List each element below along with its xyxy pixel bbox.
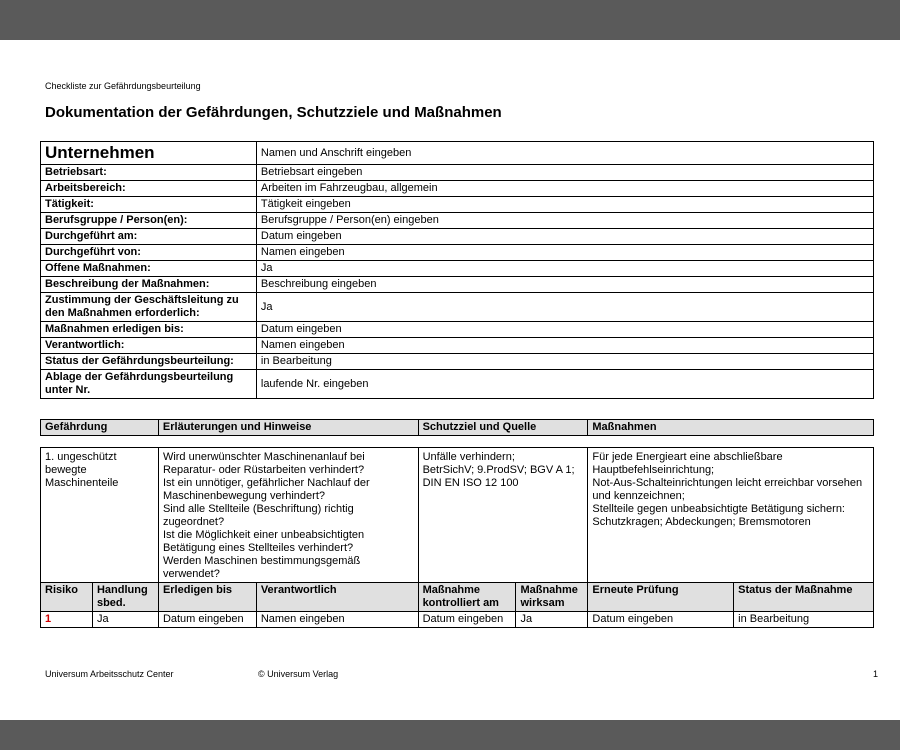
info-row (41, 181, 874, 197)
small-title: Checkliste zur Gefährdungsbeurteilung (45, 81, 201, 91)
col-verantwortlich: Verantwortlich (256, 583, 418, 612)
info-value[interactable]: Berufsgruppe / Person(en) eingeben (256, 213, 873, 229)
info-row (41, 229, 874, 245)
info-row (41, 261, 874, 277)
info-row (41, 213, 874, 229)
col-pruefung: Erneute Prüfung (588, 583, 734, 612)
info-label: Betriebsart: (41, 165, 257, 181)
erledigen-value[interactable]: Datum eingeben (158, 612, 256, 628)
hazard-header-table (40, 419, 874, 436)
verantwortlich-value[interactable]: Namen eingeben (256, 612, 418, 628)
risk-value[interactable]: 1 (41, 612, 93, 628)
col-wirksam: Maßnahme wirksam (516, 583, 588, 612)
document-page (0, 40, 900, 720)
status-value[interactable]: in Bearbeitung (734, 612, 874, 628)
pruefung-value[interactable]: Datum eingeben (588, 612, 734, 628)
info-value[interactable]: in Bearbeitung (256, 354, 873, 370)
col-gefaehrdung: Gefährdung (41, 420, 159, 436)
info-row (41, 338, 874, 354)
info-table (40, 141, 874, 399)
info-value[interactable]: laufende Nr. eingeben (256, 370, 873, 399)
info-label: Arbeitsbereich: (41, 181, 257, 197)
info-row (41, 197, 874, 213)
sub-header-row (41, 583, 874, 612)
info-row (41, 277, 874, 293)
info-row (41, 245, 874, 261)
info-value[interactable]: Namen eingeben (256, 245, 873, 261)
col-status: Status der Maßnahme (734, 583, 874, 612)
info-label: Durchgeführt von: (41, 245, 257, 261)
info-label: Status der Gefährdungsbeurteilung: (41, 354, 257, 370)
col-massnahmen: Maßnahmen (588, 420, 874, 436)
hazard-row (41, 448, 874, 583)
col-schutzziel: Schutzziel und Quelle (418, 420, 588, 436)
company-value[interactable]: Namen und Anschrift eingeben (256, 142, 873, 165)
info-value[interactable]: Namen eingeben (256, 338, 873, 354)
info-value[interactable]: Datum eingeben (256, 229, 873, 245)
company-label: Unternehmen (41, 142, 257, 165)
info-row (41, 322, 874, 338)
page-number: 1 (872, 669, 878, 679)
info-row (41, 293, 874, 322)
info-label: Verantwortlich: (41, 338, 257, 354)
info-row-company (41, 142, 874, 165)
col-handlung: Handlung sbed. (92, 583, 158, 612)
kontrolliert-value[interactable]: Datum eingeben (418, 612, 516, 628)
info-value[interactable]: Ja (256, 261, 873, 277)
col-risiko: Risiko (41, 583, 93, 612)
info-label: Durchgeführt am: (41, 229, 257, 245)
info-row (41, 165, 874, 181)
info-label: Ablage der Gefährdungsbeurteilung unter Nr. (41, 370, 257, 399)
page-title: Dokumentation der Gefährdungen, Schutzziele und Maßnahmen (45, 104, 502, 121)
col-erlaeuterungen: Erläuterungen und Hinweise (158, 420, 418, 436)
hazard-gefaehrdung: 1. ungeschützt bewegte Maschinenteile (41, 448, 159, 583)
info-row (41, 370, 874, 399)
info-label: Zustimmung der Geschäftsleitung zu den Maßnahmen erforderlich: (41, 293, 257, 322)
footer-copyright: © Universum Verlag (258, 669, 339, 679)
hazard-schutzziel: Unfälle verhindern; BetrSichV; 9.ProdSV; BGV A 1; DIN EN ISO 12 100 (418, 448, 588, 583)
info-label: Beschreibung der Maßnahmen: (41, 277, 257, 293)
footer-left: Universum Arbeitsschutz Center (45, 669, 174, 679)
sub-value-row (41, 612, 874, 628)
info-label: Berufsgruppe / Person(en): (41, 213, 257, 229)
hazard-erlaeuterungen: Wird unerwünschter Maschinenanlauf bei Reparatur- oder Rüstarbeiten verhindert? Ist ein unnötiger, gefährlicher Nachlauf der Maschinenbewegung verhindert? Sind alle Stellteile (Beschriftung) richtig zugeordnet? Ist die Möglichkeit einer unbeabsichtigten Betätigung eines Stellteiles verhindert? Werden Maschinen bestimmungsgemäß verwendet? (158, 448, 418, 583)
info-value[interactable]: Beschreibung eingeben (256, 277, 873, 293)
col-kontrolliert: Maßnahme kontrolliert am (418, 583, 516, 612)
info-value[interactable]: Tätigkeit eingeben (256, 197, 873, 213)
info-label: Maßnahmen erledigen bis: (41, 322, 257, 338)
info-value[interactable]: Ja (256, 293, 873, 322)
hazard-table (40, 447, 874, 628)
handlung-value[interactable]: Ja (92, 612, 158, 628)
col-erledigen: Erledigen bis (158, 583, 256, 612)
hazard-massnahmen: Für jede Energieart eine abschließbare Hauptbefehlseinrichtung; Not-Aus-Schalteinrichtungen leicht erreichbar vorsehen und kennzeichnen; Stellteile gegen unbeabsichtigte Betätigung sichern: Schutzkragen; Abdeckungen; Bremsmotoren (588, 448, 874, 583)
info-label: Tätigkeit: (41, 197, 257, 213)
info-label: Offene Maßnahmen: (41, 261, 257, 277)
info-row (41, 354, 874, 370)
info-value[interactable]: Betriebsart eingeben (256, 165, 873, 181)
info-value[interactable]: Datum eingeben (256, 322, 873, 338)
wirksam-value[interactable]: Ja (516, 612, 588, 628)
info-value[interactable]: Arbeiten im Fahrzeugbau, allgemein (256, 181, 873, 197)
